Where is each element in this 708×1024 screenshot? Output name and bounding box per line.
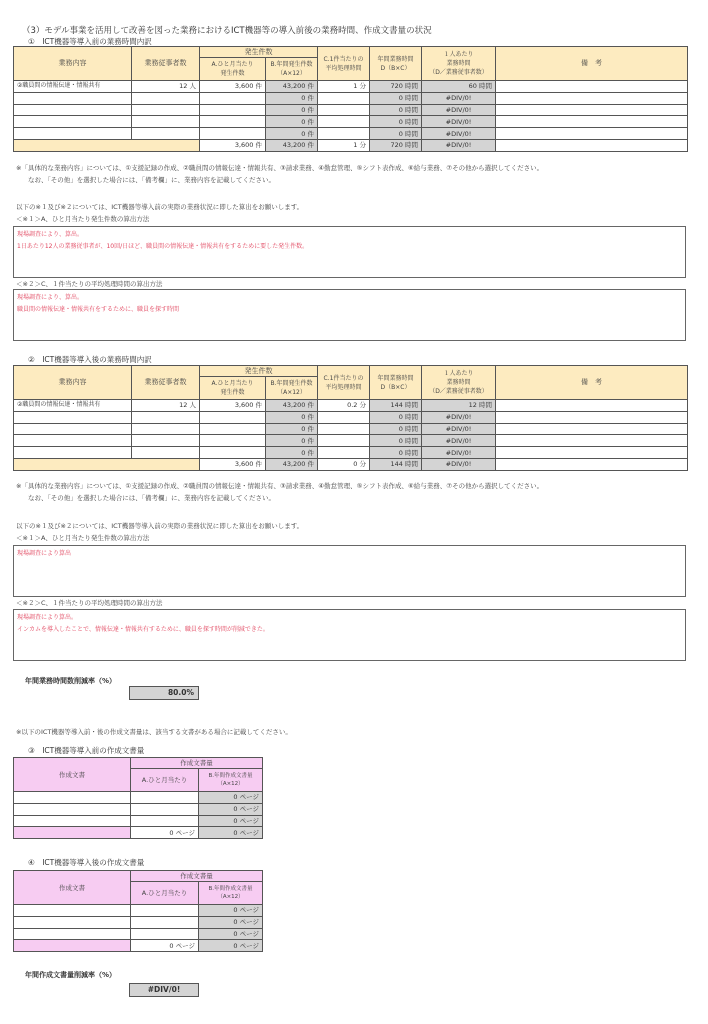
after-calc1-label: ＜※１＞A、ひと月当たり発生件数の算出方法 [16, 534, 150, 542]
total-d: 720 時間 [370, 139, 422, 151]
cell-a-monthly[interactable] [200, 92, 266, 104]
total-b: 43,200 件 [266, 458, 318, 470]
cell-business[interactable] [14, 423, 132, 435]
cell-doc[interactable] [14, 916, 131, 928]
after-note-2: なお、「その他」を選択した場合には、「備考欄」に、業務内容を記載してください。 [28, 494, 275, 502]
cell-per-person: #DIV/0! [422, 423, 496, 435]
col-staff: 業務従事者数 [132, 47, 200, 81]
table-row [14, 815, 263, 827]
before-calc2-label: ＜※２＞C、１件当たりの平均処理時間の算出方法 [16, 280, 163, 288]
cell-staff[interactable]: 12 人 [132, 81, 200, 93]
cell-d-annual: 0 時間 [370, 104, 422, 116]
cell-c-avg[interactable] [318, 411, 370, 423]
cell-per-person: #DIV/0! [422, 92, 496, 104]
cell-a-monthly[interactable]: 3,600 件 [200, 400, 266, 412]
col-a-monthly: A.ひと月当たり [131, 769, 199, 792]
cell-doc[interactable] [14, 815, 131, 827]
col-per-person: １人あたり 業務時間 （D／業務従事者数） [422, 47, 496, 81]
cell-a-monthly[interactable]: 3,600 件 [200, 81, 266, 93]
cell-b-annual: 0 件 [266, 104, 318, 116]
total-d: 144 時間 [370, 458, 422, 470]
cell-per-person: #DIV/0! [422, 447, 496, 459]
table-row [14, 400, 688, 412]
cell-staff[interactable] [132, 104, 200, 116]
cell-staff[interactable] [132, 92, 200, 104]
total-a: 3,600 件 [200, 139, 266, 151]
total-a: 0 ページ [131, 827, 199, 839]
cell-b-annual: 0 件 [266, 447, 318, 459]
before-note-1: ※「具体的な業務内容」については、①支援記録の作成、②職員間の情報伝達・情報共有、③請求業務、④勤怠管理、⑤シフト表作成、⑥給与業務、⑦その他から選択してください。 [16, 164, 544, 172]
docs-after-total-row [14, 940, 263, 952]
cell-c-avg[interactable]: 0.2 分 [318, 400, 370, 412]
col-business: 業務内容 [14, 366, 132, 400]
col-volume: 作成文書量 [131, 871, 263, 882]
col-b-annual: B.年間発生件数 （A×12） [266, 58, 318, 81]
cell-c-avg[interactable] [318, 423, 370, 435]
calc-line: インカムを導入したことで、情報伝達・情報共有するために、職員を探す時間が削減できた。 [17, 626, 269, 633]
cell-staff[interactable] [132, 435, 200, 447]
cell-c-avg[interactable] [318, 435, 370, 447]
total-label-cell [14, 139, 200, 151]
col-b-annual: B.年間作成文書量 （A×12） [199, 882, 263, 905]
cell-c-avg[interactable] [318, 116, 370, 128]
cell-a-monthly[interactable] [200, 411, 266, 423]
cell-staff[interactable] [132, 447, 200, 459]
cell-c-avg[interactable] [318, 447, 370, 459]
cell-d-annual: 720 時間 [370, 81, 422, 93]
cell-remarks[interactable] [496, 128, 688, 140]
col-occurrences: 発生件数 [200, 47, 318, 58]
before-calc2-textarea[interactable] [13, 289, 686, 341]
cell-d-annual: 0 時間 [370, 128, 422, 140]
cell-b-annual: 0 件 [266, 423, 318, 435]
cell-b-annual: 0 ページ [199, 905, 263, 917]
page-title: （3）モデル事業を活用して改善を図った業務におけるICT機器等の導入前後の業務時間、作成文書量の状況 [22, 26, 432, 36]
total-a: 0 ページ [131, 940, 199, 952]
total-remarks [496, 139, 688, 151]
table-row [14, 104, 688, 116]
time-reduction-value: 80.0% [129, 686, 199, 700]
cell-per-person: #DIV/0! [422, 104, 496, 116]
table-row [14, 81, 688, 93]
table-row [14, 905, 263, 917]
col-b-annual: B.年間作成文書量 （A×12） [199, 769, 263, 792]
cell-b-annual: 0 ページ [199, 803, 263, 815]
cell-a-monthly[interactable] [131, 928, 199, 940]
table-row [14, 411, 688, 423]
table-row [14, 916, 263, 928]
col-occurrences: 発生件数 [200, 366, 318, 377]
after-calc-intro: 以下の※１及び※２については、ICT機器等導入前の実際の業務状況に即した算出をお願いします。 [16, 522, 304, 530]
cell-a-monthly[interactable] [131, 905, 199, 917]
calc-line: 現場調査により、算出。 [17, 231, 84, 238]
table-row [14, 423, 688, 435]
calc-line: 1日あたり12人の業務従事者が、10回/日ほど、職員間の情報伝達・情報共有をするために要した発生件数。 [17, 243, 309, 250]
doc-reduction-label: 年間作成文書量削減率（%） [25, 971, 117, 979]
cell-c-avg[interactable] [318, 128, 370, 140]
after-note-1: ※「具体的な業務内容」については、①支援記録の作成、②職員間の情報伝達・情報共有、③請求業務、④勤怠管理、⑤シフト表作成、⑥給与業務、⑦その他から選択してください。 [16, 482, 544, 490]
table-row [14, 116, 688, 128]
cell-doc[interactable] [14, 792, 131, 804]
cell-b-annual: 0 ページ [199, 916, 263, 928]
cell-business[interactable] [14, 128, 132, 140]
cell-a-monthly[interactable] [131, 815, 199, 827]
cell-b-annual: 0 件 [266, 128, 318, 140]
calc-line: 職員間の情報伝達・情報共有をするために、職員を探す時間 [17, 306, 180, 313]
docs-before-heading: ③ ICT機器等導入前の作成文書量 [28, 746, 145, 755]
cell-staff[interactable]: 12 人 [132, 400, 200, 412]
docs-before-table [13, 757, 263, 839]
cell-per-person: #DIV/0! [422, 435, 496, 447]
cell-remarks[interactable] [496, 423, 688, 435]
cell-a-monthly[interactable] [131, 792, 199, 804]
after-calc2-textarea[interactable] [13, 609, 686, 661]
cell-per-person: #DIV/0! [422, 128, 496, 140]
cell-per-person: 60 時間 [422, 81, 496, 93]
table-row [14, 792, 263, 804]
cell-a-monthly[interactable] [200, 128, 266, 140]
cell-d-annual: 0 時間 [370, 435, 422, 447]
cell-business[interactable] [14, 104, 132, 116]
cell-b-annual: 0 ページ [199, 928, 263, 940]
calc-line: 現場調査により、算出。 [17, 294, 84, 301]
cell-c-avg[interactable]: 1 分 [318, 81, 370, 93]
cell-a-monthly[interactable] [200, 447, 266, 459]
before-calc1-label: ＜※１＞A、ひと月当たり発生件数の算出方法 [16, 215, 150, 223]
col-business: 業務内容 [14, 47, 132, 81]
col-d-annual: 年間業務時間 D（B×C） [370, 366, 422, 400]
cell-remarks[interactable] [496, 92, 688, 104]
cell-business[interactable] [14, 435, 132, 447]
cell-d-annual: 0 時間 [370, 411, 422, 423]
total-b: 0 ページ [199, 827, 263, 839]
cell-staff[interactable] [132, 411, 200, 423]
cell-a-monthly[interactable] [200, 435, 266, 447]
time-reduction-label: 年間業務時間数削減率（%） [25, 677, 117, 685]
calc-line: 現場調査により算出。 [17, 614, 78, 621]
col-doc: 作成文書 [14, 871, 131, 905]
col-remarks: 備 考 [496, 366, 688, 400]
cell-remarks[interactable] [496, 411, 688, 423]
cell-d-annual: 0 時間 [370, 447, 422, 459]
cell-staff[interactable] [132, 128, 200, 140]
col-d-annual: 年間業務時間 D（B×C） [370, 47, 422, 81]
cell-d-annual: 0 時間 [370, 92, 422, 104]
docs-after-table [13, 870, 263, 952]
cell-b-annual: 43,200 件 [266, 400, 318, 412]
col-doc: 作成文書 [14, 758, 131, 792]
cell-c-avg[interactable] [318, 104, 370, 116]
cell-a-monthly[interactable] [131, 916, 199, 928]
cell-a-monthly[interactable] [131, 803, 199, 815]
cell-remarks[interactable] [496, 81, 688, 93]
cell-doc[interactable] [14, 803, 131, 815]
docs-before-total-row [14, 827, 263, 839]
before-time-table [13, 46, 688, 152]
total-c: 1 分 [318, 139, 370, 151]
doc-reduction-value: #DIV/0! [129, 983, 199, 997]
col-a-monthly: A.ひと月当たり 発生件数 [200, 377, 266, 400]
cell-doc[interactable] [14, 905, 131, 917]
cell-doc[interactable] [14, 928, 131, 940]
cell-business[interactable] [14, 411, 132, 423]
cell-b-annual: 0 件 [266, 435, 318, 447]
cell-b-annual: 0 件 [266, 411, 318, 423]
cell-per-person: #DIV/0! [422, 116, 496, 128]
total-label-cell [14, 827, 131, 839]
table-row [14, 435, 688, 447]
cell-per-person: 12 時間 [422, 400, 496, 412]
cell-business[interactable]: ②職員間の情報伝達・情報共有 [14, 81, 132, 93]
table-row [14, 447, 688, 459]
total-label-cell [14, 458, 200, 470]
before-calc-intro: 以下の※１及び※２については、ICT機器等導入前の実際の業務状況に即した算出をお願いします。 [16, 203, 304, 211]
cell-d-annual: 0 時間 [370, 423, 422, 435]
col-a-monthly: A.ひと月当たり [131, 882, 199, 905]
col-per-person: １人あたり 業務時間 （D／業務従事者数） [422, 366, 496, 400]
total-label-cell [14, 940, 131, 952]
cell-a-monthly[interactable] [200, 104, 266, 116]
col-staff: 業務従事者数 [132, 366, 200, 400]
table-row [14, 803, 263, 815]
cell-remarks[interactable] [496, 116, 688, 128]
cell-business[interactable] [14, 447, 132, 459]
col-remarks: 備 考 [496, 47, 688, 81]
after-total-row [14, 458, 688, 470]
col-a-monthly: A.ひと月当たり 発生件数 [200, 58, 266, 81]
cell-d-annual: 144 時間 [370, 400, 422, 412]
table-row [14, 928, 263, 940]
before-heading: ① ICT機器等導入前の業務時間内訳 [28, 37, 152, 46]
cell-remarks[interactable] [496, 447, 688, 459]
docs-note: ※以下のICT機器等導入前・後の作成文書量は、該当する文書がある場合に記載してください。 [16, 728, 292, 736]
after-calc2-label: ＜※２＞C、１件当たりの平均処理時間の算出方法 [16, 599, 163, 607]
cell-b-annual: 0 件 [266, 92, 318, 104]
cell-remarks[interactable] [496, 104, 688, 116]
table-row [14, 92, 688, 104]
cell-business[interactable]: ②職員間の情報伝達・情報共有 [14, 400, 132, 412]
col-b-annual: B.年間発生件数 （A×12） [266, 377, 318, 400]
cell-remarks[interactable] [496, 400, 688, 412]
table-row [14, 128, 688, 140]
cell-b-annual: 0 ページ [199, 792, 263, 804]
cell-a-monthly[interactable] [200, 116, 266, 128]
before-total-row [14, 139, 688, 151]
col-volume: 作成文書量 [131, 758, 263, 769]
total-per: #DIV/0! [422, 139, 496, 151]
total-remarks [496, 458, 688, 470]
cell-c-avg[interactable] [318, 92, 370, 104]
docs-after-heading: ④ ICT機器等導入後の作成文書量 [28, 858, 145, 867]
total-c: 0 分 [318, 458, 370, 470]
after-calc1-textarea[interactable] [13, 545, 686, 597]
total-per: #DIV/0! [422, 458, 496, 470]
after-time-table [13, 365, 688, 471]
cell-b-annual: 0 件 [266, 116, 318, 128]
col-c-avg: C.1件当たりの 平均処理時間 [318, 47, 370, 81]
total-a: 3,600 件 [200, 458, 266, 470]
cell-business[interactable] [14, 116, 132, 128]
before-calc1-textarea[interactable] [13, 226, 686, 278]
after-heading: ② ICT機器等導入後の業務時間内訳 [28, 355, 152, 364]
cell-staff[interactable] [132, 423, 200, 435]
total-b: 0 ページ [199, 940, 263, 952]
total-b: 43,200 件 [266, 139, 318, 151]
col-c-avg: C.1件当たりの 平均処理時間 [318, 366, 370, 400]
cell-per-person: #DIV/0! [422, 411, 496, 423]
cell-staff[interactable] [132, 116, 200, 128]
cell-a-monthly[interactable] [200, 423, 266, 435]
before-note-2: なお、「その他」を選択した場合には、「備考欄」に、業務内容を記載してください。 [28, 176, 275, 184]
cell-b-annual: 0 ページ [199, 815, 263, 827]
calc-line: 現場調査により算出 [17, 550, 72, 557]
cell-b-annual: 43,200 件 [266, 81, 318, 93]
cell-d-annual: 0 時間 [370, 116, 422, 128]
cell-remarks[interactable] [496, 435, 688, 447]
cell-business[interactable] [14, 92, 132, 104]
